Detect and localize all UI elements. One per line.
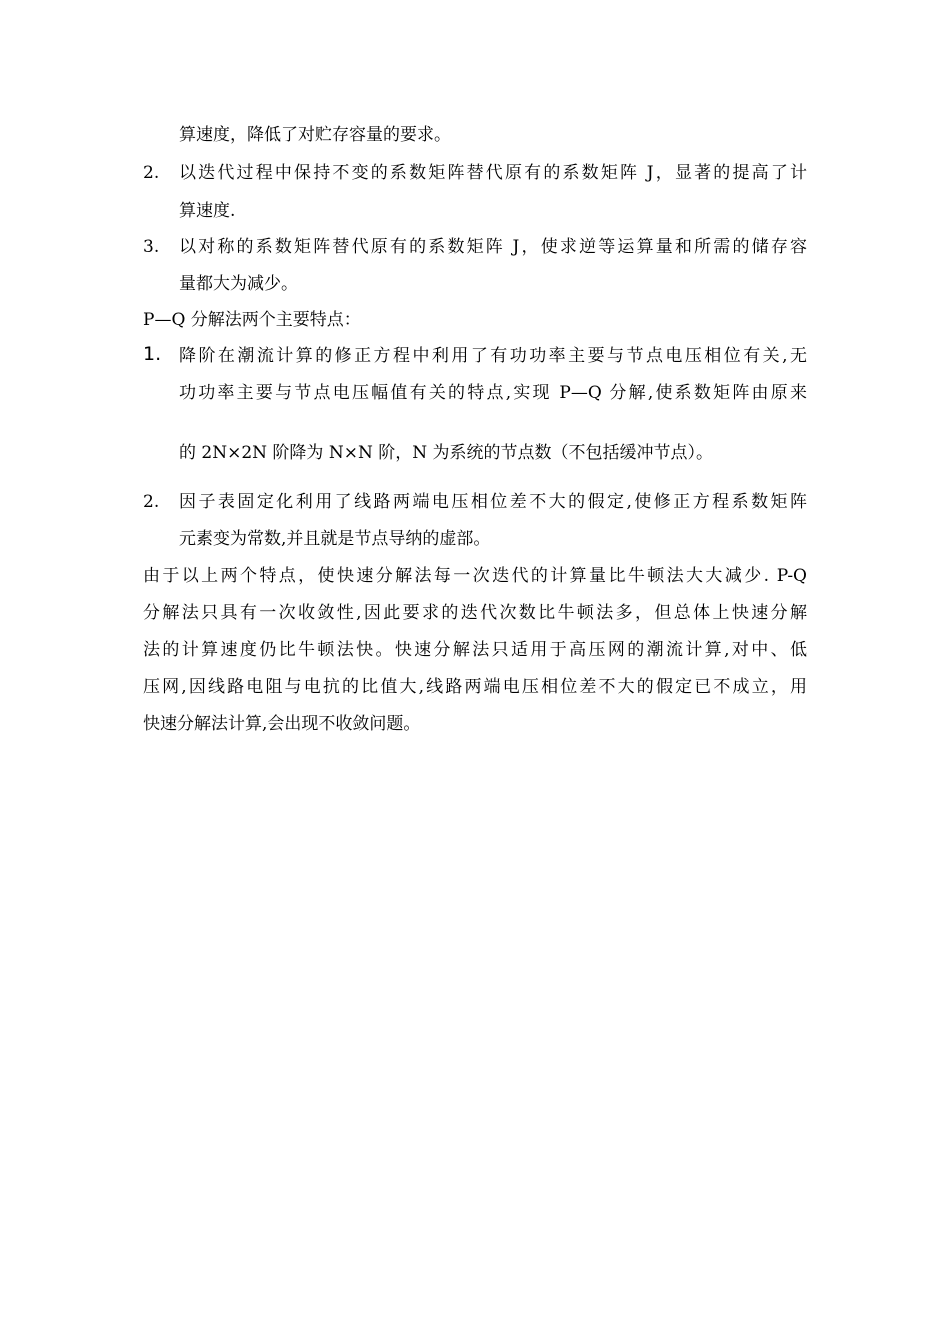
list-item-text: 功功率主要与节点电压幅值有关的特点,实现 P—Q 分解,使系数矩阵由原来 [179,383,807,403]
list-item-text: 以对称的系数矩阵替代原有的系数矩阵 J，使求逆等运算量和所需的储存容 [179,237,807,257]
paragraph-line: 快速分解法计算,会出现不收敛问题。 [143,714,421,734]
list-item-text: 元素变为常数,并且就是节点导纳的虚部。 [179,529,491,549]
list-item-text: 因子表固定化利用了线路两端电压相位差不大的假定,使修正方程系数矩阵 [179,492,807,512]
paragraph-line: 压网,因线路电阻与电抗的比值大,线路两端电压相位差不大的假定已不成立，用 [143,677,807,697]
intro-continuation: 算速度，降低了对贮存容量的要求。 [179,125,451,145]
list-number: 1. [143,343,162,365]
list-item-text: 算速度. [179,201,236,221]
paragraph-line: 分解法只具有一次收敛性,因此要求的迭代次数比牛顿法多，但总体上快速分解 [143,603,807,623]
list-number: 2. [143,492,160,512]
section-heading: P—Q 分解法两个主要特点： [143,310,361,330]
list-item-text: 的 2N×2N 阶降为 N×N 阶，N 为系统的节点数（不包括缓冲节点）。 [179,443,714,463]
list-number: 2. [143,163,160,183]
list-number: 3. [143,237,160,257]
list-item-text: 以迭代过程中保持不变的系数矩阵替代原有的系数矩阵 J，显著的提高了计 [179,163,807,183]
list-item-text: 量都大为减少。 [179,274,298,294]
paragraph-line: 由于以上两个特点，使快速分解法每一次迭代的计算量比牛顿法大大减少. P-Q [143,566,807,586]
list-item-text: 降阶在潮流计算的修正方程中利用了有功功率主要与节点电压相位有关,无 [179,346,807,366]
paragraph-line: 法的计算速度仍比牛顿法快。快速分解法只适用于高压网的潮流计算,对中、低 [143,640,807,660]
